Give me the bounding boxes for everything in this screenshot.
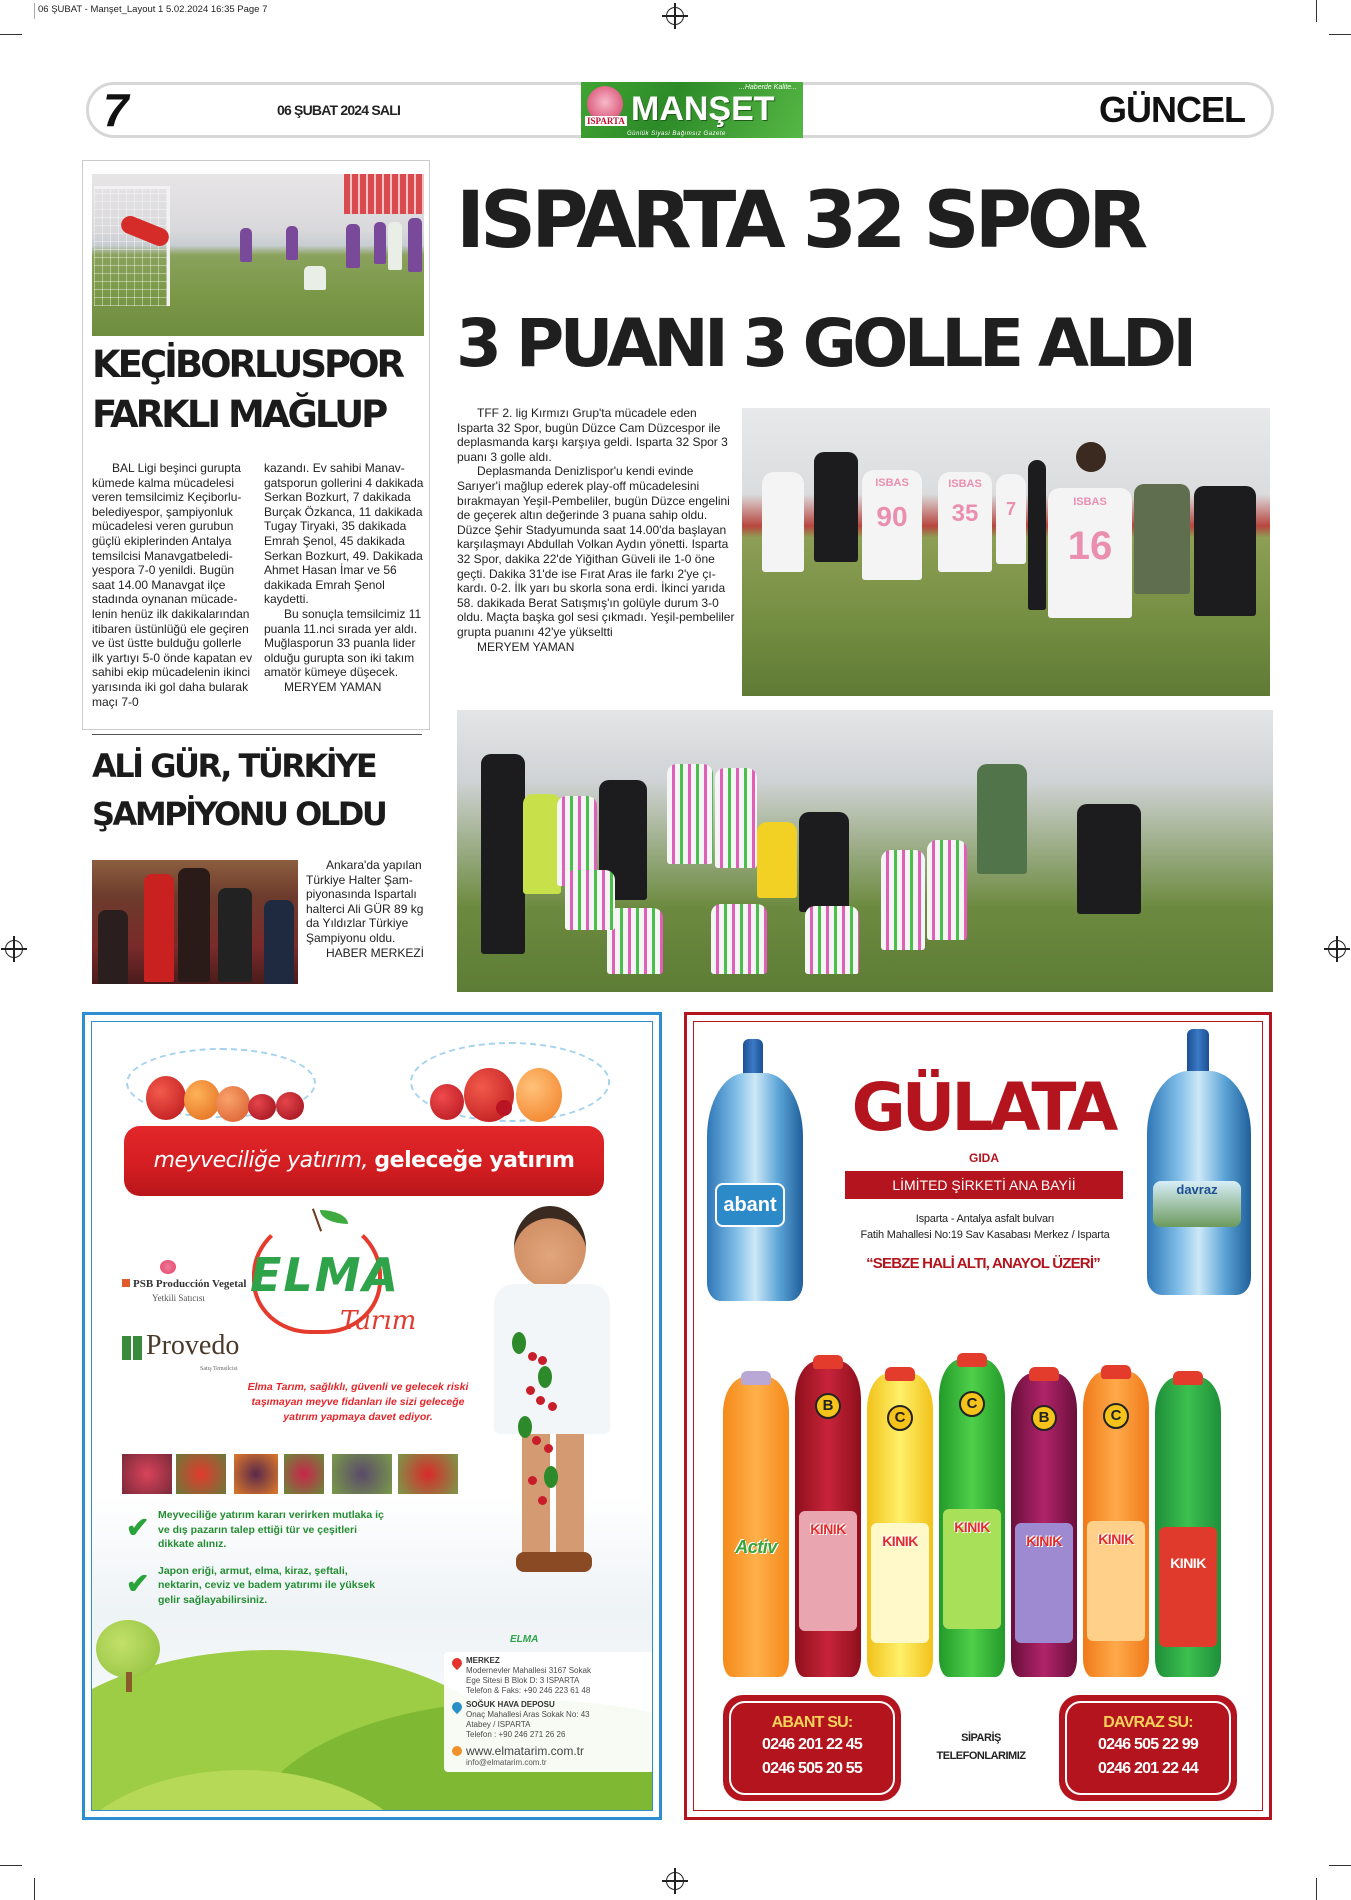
player-jersey [996, 474, 1026, 564]
headline-keciborlu [92, 340, 428, 440]
masthead-subtitle: Günlük Siyasi Bağımsız Gazete [627, 131, 726, 137]
cherry [532, 1436, 541, 1445]
section-title: GÜNCEL [1099, 89, 1245, 130]
leaf [518, 1416, 532, 1438]
player [374, 222, 386, 264]
player [607, 908, 663, 974]
phone-number[interactable]: 0246 201 22 44 [1097, 1760, 1199, 1777]
jersey-sponsor: ISBAS [948, 478, 982, 490]
jersey-sponsor: ISBAS [1073, 495, 1107, 508]
player [927, 840, 967, 940]
player [304, 266, 326, 290]
gulata-subtitle: GIDA [969, 1151, 999, 1165]
article-column [264, 461, 428, 695]
substitute-bib [523, 794, 561, 894]
masthead-tagline: ...Haberde Kalite... [739, 84, 797, 91]
registration-mark-icon [5, 940, 23, 958]
location-pin-icon [450, 1700, 464, 1714]
cherry [544, 1444, 553, 1453]
crop-mark [0, 1865, 22, 1866]
bottle-kinik-visne: B KINIK [795, 1361, 861, 1677]
staff [1077, 804, 1141, 914]
bottle-kinik-limon: C KINIK [939, 1359, 1005, 1677]
water-jug-davraz [1147, 1071, 1251, 1295]
player [388, 222, 402, 270]
contact-line: Atabey / ISPARTA [466, 1720, 531, 1729]
crop-mark [0, 34, 22, 35]
masthead-logo [581, 82, 803, 138]
headline-line: ŞAMPİYONU OLDU [92, 795, 386, 833]
headline-ali-gur [92, 742, 430, 838]
phone-box-title: DAVRAZ SU: [1103, 1714, 1193, 1731]
article-paragraph: kazandı. Ev sahibi Manavgatsporun gollerini 4 dakikada Serkan Bozkurt, 7 dakikada Burçak Özkanca, 11 dakikada Tugay Tiryaki, 35 dakikada Emrah Şenol, 45 dakikada Serkan Bozkurt, 49. Dakikada Ahmet Hasan İmar ve 56 dakikada Emrah Şenol kaydetti. [264, 461, 424, 607]
apple [146, 1076, 186, 1120]
leaf [512, 1332, 526, 1354]
print-slug: 06 ŞUBAT - Manşet_Layout 1 5.02.2024 16:35 Page 7 [34, 3, 267, 19]
official [264, 900, 294, 984]
player [667, 764, 713, 864]
main-headline-line-1: ISPARTA 32 SPOR [456, 176, 1144, 266]
player [711, 904, 767, 974]
cherry-branch [508, 1326, 572, 1526]
slogan-light: meyveciliğe yatırım, [153, 1148, 368, 1173]
player [565, 870, 615, 930]
provedo-leaf-icon [122, 1336, 142, 1360]
podium-photo [92, 860, 298, 984]
jersey-sponsor: ISBAS [875, 476, 909, 489]
peach [516, 1068, 562, 1122]
abant-label: abant [715, 1183, 785, 1227]
davraz-label: davraz [1153, 1181, 1241, 1227]
check-item: ✔ Meyveciliğe yatırım kararı verirken mutlaka iç ve dış pazarın talep ettiği tür ve çeşitleri dikkate alınız. [126, 1509, 384, 1550]
article-paragraph: Deplasmanda Denizlispor'u kendi evinde Sarıyer'i mağlup ederek play-off mücadelesini bırakmayan Yeşil-Pembeliler, bugün Düzce engelini de geçerek altın değerinde 3 puana sahip oldu. Düzce Şehir Stadyumunda saat 14.00'da başlayan karşılaşmayı Abdullah Volkan Aydın yönetti. Isparta 32 Spor, dakika 22'de Yiğithan Güveli ile 1-0 öne geçti. Dakika 31'de ise Fırat Aras ile farkı 2'ye çıkardı. 0-2. İlk yarı bu skorla sona erdi. İkinci yarıda 58. dakikada Berat Satışmış'ın golüyle durum 3-0 oldu. Maçta başka gol sesi çıkmadı. Yeşil-pembeliler grupta puanını 42'ye yükseltti [457, 464, 735, 639]
location-pin-icon [450, 1656, 464, 1670]
cherry [496, 1100, 512, 1116]
match-photo-keciborlu [92, 174, 424, 336]
address-block [817, 1211, 1153, 1243]
player [240, 228, 252, 262]
peach [216, 1086, 250, 1122]
boy-head [514, 1206, 586, 1288]
contact-line: Onaç Mahallesi Aras Sokak No: 43 [466, 1710, 590, 1719]
boy-shoes [516, 1552, 592, 1572]
contact-title: MERKEZ [466, 1656, 500, 1665]
email-address: info@elmatarim.com.tr [466, 1758, 547, 1767]
player [805, 906, 859, 974]
article-paragraph: Ankara'da yapılan Türkiye Halter Şampiyonasında Ispartalı halterci Ali GÜR 89 kg da Yıldızlar Türkiye Şampiyonu oldu. [306, 858, 424, 945]
cherry [528, 1476, 537, 1485]
article-paragraph: Bu sonuçla temsilcimiz 11 puanla 11.nci sırada yer aldı. Muğlasporun 33 puanla lider olduğu gurupta son iki takım amatör kümeye düşecek. [264, 606, 422, 680]
coach [814, 452, 858, 562]
order-label: SİPARİŞ TELEFONLARIMIZ [936, 1732, 1026, 1762]
coach [481, 754, 525, 954]
bottle-kinik-mandalina: C KINIK [1083, 1371, 1149, 1677]
team-photo [457, 710, 1273, 992]
globe-icon [452, 1746, 462, 1756]
water-jug-abant [707, 1073, 803, 1301]
page-number: 7 [103, 84, 129, 136]
player-jersey [862, 470, 922, 580]
crop-mark [1329, 1865, 1351, 1866]
check-item: ✔ Japon eriği, armut, elma, kiraz, şeftali, nektarin, ceviz ve badem yatırımı ile yüksek gelir sağlayabilirsiniz. [126, 1564, 376, 1606]
player-jersey [938, 472, 992, 572]
contact-line: Modernevler Mahallesi 3167 Sokak [466, 1666, 591, 1675]
article-column [92, 461, 254, 709]
elma-mini-logo: ELMA [510, 1634, 539, 1645]
headline-line: FARKLI MAĞLUP [92, 393, 386, 436]
bottle-activ: Activ [723, 1377, 789, 1677]
slogan-banner [124, 1126, 604, 1196]
contact-line: Telefon & Faks: +90 246 223 61 48 [466, 1686, 591, 1695]
website-link[interactable]: www.elmatarim.com.tr [450, 1744, 648, 1758]
advert-inner-frame [91, 1021, 653, 1811]
contact-line: Ege Sitesi B Blok D: 3 ISPARTA [466, 1676, 580, 1685]
phone-box-abant [723, 1695, 901, 1801]
masthead-city: ISPARTA [587, 116, 625, 126]
byline: HABER MERKEZİ [326, 945, 425, 960]
crop-mark [1316, 0, 1317, 22]
leaf [544, 1466, 558, 1488]
partner-psb-sub: Yetkili Satıcısı [152, 1293, 205, 1303]
cherry [536, 1396, 545, 1405]
contact-depo [450, 1700, 648, 1740]
contact-line: Telefon : +90 246 271 26 26 [466, 1730, 566, 1739]
kinik-bottles [723, 1337, 1243, 1677]
slogan-bold: geleceğe yatırım [374, 1148, 575, 1173]
psb-logo-icon [160, 1260, 176, 1274]
cherry [528, 1352, 537, 1361]
address-line: Fatih Mahallesi No:19 Sav Kasabası Merkez / Isparta [860, 1229, 1110, 1241]
partner-provedo: Provedo [146, 1330, 240, 1361]
phone-number[interactable]: 0246 505 20 55 [761, 1760, 863, 1777]
crop-mark [34, 1878, 35, 1900]
article-column [306, 858, 430, 960]
player [346, 224, 360, 268]
player [715, 768, 757, 868]
player [762, 472, 804, 572]
phone-number[interactable]: 0246 201 22 45 [761, 1736, 863, 1753]
official [1194, 486, 1256, 616]
page-header [86, 82, 1274, 138]
jersey-number: 35 [951, 500, 979, 527]
spectator [1134, 484, 1190, 594]
registration-mark-icon [666, 1872, 684, 1890]
advert-elma-tarim [82, 1012, 662, 1820]
contact-block [444, 1652, 653, 1772]
elma-logo-script: Tarım [340, 1306, 417, 1336]
crop-mark [1316, 1878, 1317, 1900]
headline-line: KEÇİBORLUSPOR [92, 343, 403, 386]
thumb-cherry [284, 1454, 324, 1494]
jug-cap [1187, 1029, 1209, 1073]
celebration-photo [742, 408, 1270, 696]
plum [248, 1094, 276, 1120]
tree-icon [96, 1620, 160, 1678]
bottle-kinik-mango: C KINIK [867, 1373, 933, 1677]
apple [430, 1084, 464, 1120]
head [1076, 442, 1106, 472]
thumb-plum [234, 1454, 278, 1494]
contact-merkez [450, 1656, 648, 1696]
advert-gulata [684, 1012, 1272, 1820]
fruit-thumbnails [122, 1454, 472, 1494]
divider [92, 734, 422, 735]
headline-line: ALİ GÜR, TÜRKİYE [92, 747, 376, 785]
thumb-apple2 [398, 1454, 458, 1494]
athlete [218, 888, 252, 982]
jersey-number: 16 [1067, 524, 1113, 569]
crop-mark [1329, 34, 1351, 35]
player [881, 850, 925, 950]
staff [977, 764, 1027, 874]
tree-trunk [126, 1672, 132, 1692]
player-jersey [1048, 488, 1132, 618]
masthead-brand: MANŞET [631, 90, 775, 128]
cherry [548, 1402, 557, 1411]
jersey-number: 90 [876, 500, 908, 532]
article-column [457, 406, 735, 654]
phone-box-title: ABANT SU: [771, 1714, 853, 1731]
goalkeeper [757, 822, 797, 898]
boy-with-cherries [480, 1206, 630, 1626]
staff [799, 812, 849, 912]
official [98, 910, 128, 984]
byline: MERYEM YAMAN [477, 639, 575, 654]
elma-logo: ELMA [250, 1248, 401, 1302]
peach [184, 1080, 220, 1120]
thumb-nectarine [122, 1454, 172, 1494]
athlete [144, 874, 174, 982]
thumb-plum2 [332, 1454, 392, 1494]
gulata-logo: GÜLATA [851, 1069, 1115, 1146]
contact-title: SOĞUK HAVA DEPOSU [466, 1700, 555, 1709]
fruit-splash-image [120, 1038, 620, 1130]
player [408, 218, 422, 272]
main-headline-line-2: 3 PUANI 3 GOLLE ALDI [456, 305, 1193, 382]
checkmark-icon: ✔ [126, 1567, 150, 1599]
player [286, 226, 298, 260]
phone-box-davraz [1059, 1695, 1237, 1801]
partner-provedo-sub: Satış Temsilcisi [200, 1366, 238, 1372]
athlete [178, 868, 210, 982]
registration-mark-icon [666, 7, 684, 25]
registration-mark-icon [1328, 940, 1346, 958]
jersey-number: 7 [1005, 499, 1016, 520]
bottle-kinik-maden-suyu: KINIK [1155, 1377, 1221, 1677]
thumb-apple [176, 1454, 226, 1494]
coach [1028, 460, 1046, 610]
partner-psb: PSB Producción Vegetal [122, 1278, 246, 1290]
issue-date: 06 ŞUBAT 2024 SALI [277, 102, 401, 118]
dealer-bar: LİMİTED ŞİRKETİ ANA BAYİİ [845, 1171, 1123, 1199]
address-line: Isparta - Antalya asfalt bulvarı [915, 1213, 1055, 1225]
byline: MERYEM YAMAN [284, 679, 382, 694]
bottle-kinik-bogurtlen: B KINIK [1011, 1373, 1077, 1677]
cherry [526, 1386, 535, 1395]
article-paragraph: BAL Ligi beşinci gurupta kümede kalma mücadelesi veren temsilcimiz Keçiborlubelediyespor, şampiyonluk mücadelesi veren gurubun güçlü ekiplerinden Antalya temsilcisi Manavgatbelediyespora 7-0 yenildi. Bugün saat 14.00 Manavgat ilçe stadında oynanan mücadelenin henüz ilk dakikalarından itibaren üstünlüğü ele geçiren ve üst üstte bulduğu gollerle ilk yartıyı 5-0 önde kapatan ev sahibi ekip mücadelenin ikinci yarısında iki gol daha bularak maçı 7-0 [92, 461, 253, 709]
stadium-stand [344, 174, 424, 214]
article-paragraph: TFF 2. lig Kırmızı Grup'ta mücadele eden Isparta 32 Spor, bugün Düzce Cam Düzcespor ile deplasmanda karşı karşıya geldi. Isparta 32 Spor 3 puanı 3 golle aldı. [457, 406, 728, 464]
phone-number[interactable]: 0246 505 22 99 [1097, 1736, 1199, 1753]
cherry [538, 1356, 547, 1365]
cherry [538, 1496, 547, 1505]
plum [276, 1092, 304, 1120]
leaf [538, 1366, 552, 1388]
location-slogan: “SEBZE HALİ ALTI, ANAYOL ÜZERİ” [866, 1255, 1100, 1272]
checkmark-icon: ✔ [126, 1512, 150, 1543]
elma-description: Elma Tarım, sağlıklı, güvenli ve gelecek riski taşımayan meyve fidanları ile sizi geleceğe yatırım yapmaya davet ediyor. [247, 1381, 469, 1423]
